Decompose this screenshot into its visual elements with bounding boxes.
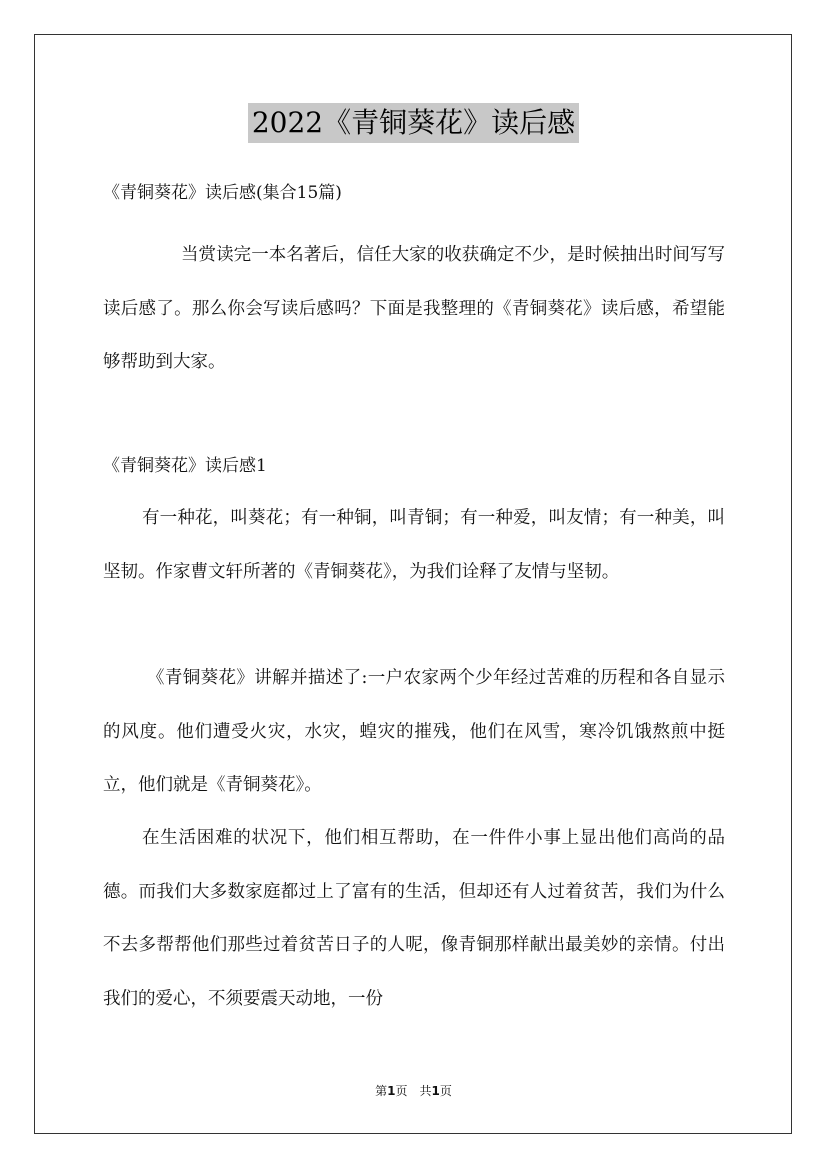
body-paragraph: 在生活困难的状况下，他们相互帮助，在一件件小事上显出他们高尚的品德。而我们大多数家庭都过上了富有的生活，但却还有人过着贫苦，我们为什么不去多帮帮他们那些过着贫苦日子的人呢，像青铜那样献出最美妙的亲情。付出我们的爱心，不须要震天动地，一份 [103, 828, 725, 1009]
footer-mid: 页 共 [395, 1084, 432, 1098]
document-subtitle: 《青铜葵花》读后感(集合15篇) [103, 183, 342, 203]
footer-suffix: 页 [439, 1084, 452, 1098]
footer-total-pages: 1 [431, 1084, 440, 1098]
body-paragraph: 有一种花，叫葵花；有一种铜，叫青铜；有一种爱，叫友情；有一种美，叫坚韧。作家曹文轩所著的《青铜葵花》，为我们诠释了友情与坚韧。 [103, 508, 725, 582]
intro-paragraph: 当赏读完一本名著后，信任大家的收获确定不少，是时候抽出时间写写读后感了。那么你会写读后感吗？下面是我整理的《青铜葵花》读后感，希望能够帮助到大家。 [103, 245, 725, 373]
page-footer [0, 1083, 827, 1099]
document-title: 2022《青铜葵花》读后感 [248, 103, 579, 143]
title-container [0, 103, 827, 143]
section-heading: 《青铜葵花》读后感1 [103, 456, 267, 476]
body-paragraph: 《青铜葵花》讲解并描述了:一户农家两个少年经过苦难的历程和各自显示的风度。他们遭受火灾，水灾，蝗灾的摧残，他们在风雪，寒冷饥饿熬煎中挺立，他们就是《青铜葵花》。 [103, 668, 725, 796]
footer-page-number: 1 [387, 1084, 396, 1098]
footer-prefix: 第 [375, 1084, 388, 1098]
